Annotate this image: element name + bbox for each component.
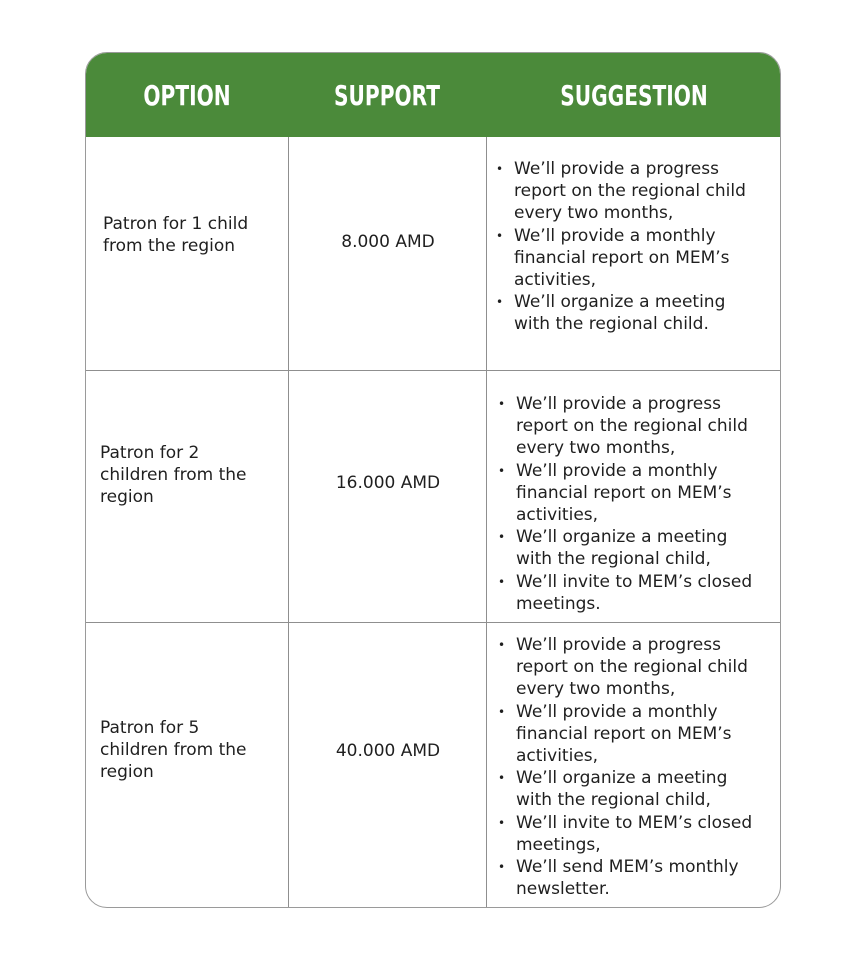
bullet-icon: • bbox=[498, 860, 506, 875]
row-3-suggestions bbox=[498, 634, 760, 900]
list-item: • We’ll provide a progress report on the regional child every two months, bbox=[498, 635, 748, 700]
sponsorship-table bbox=[85, 52, 781, 908]
bullet-icon: • bbox=[498, 574, 506, 589]
list-item: • We’ll invite to MEM’s closed meetings, bbox=[498, 812, 753, 855]
bullet-icon: • bbox=[498, 638, 506, 652]
header-option: OPTION bbox=[143, 78, 231, 112]
bullet-icon: • bbox=[496, 162, 504, 176]
list-item: • We’ll provide a monthly financial report on MEM’s activities, bbox=[498, 460, 732, 526]
bullet-icon: • bbox=[498, 771, 506, 786]
row-3-support: 40.000 AMD bbox=[335, 741, 441, 761]
bullet-icon: • bbox=[498, 463, 506, 478]
header-support: SUPPORT bbox=[334, 78, 440, 112]
bullet-icon: • bbox=[496, 295, 504, 310]
row-3-option: Patron for 5 children from the region bbox=[100, 718, 247, 782]
list-item: • We’ll provide a monthly financial report on MEM’s activities, bbox=[498, 701, 732, 767]
row-divider-1 bbox=[86, 370, 780, 371]
bullet-icon: • bbox=[498, 704, 506, 719]
row-divider-2 bbox=[86, 622, 780, 623]
header-suggestion: SUGGESTION bbox=[560, 78, 708, 112]
row-2-option: Patron for 2 children from the region bbox=[100, 443, 247, 507]
list-item: • We’ll send MEM’s monthly newsletter. bbox=[498, 857, 739, 900]
row-1-suggestions bbox=[496, 158, 758, 336]
row-1-option: Patron for 1 child from the region bbox=[103, 214, 249, 256]
row-1-support: 8.000 AMD bbox=[341, 232, 435, 252]
bullet-icon: • bbox=[498, 530, 506, 545]
list-item: • We’ll provide a monthly financial report on MEM’s activities, bbox=[496, 225, 730, 291]
row-2-suggestions bbox=[498, 393, 760, 615]
row-2-support: 16.000 AMD bbox=[335, 473, 441, 493]
bullet-icon: • bbox=[496, 228, 504, 243]
list-item: • We’ll organize a meeting with the regional child, bbox=[498, 768, 728, 811]
bullet-icon: • bbox=[498, 397, 506, 411]
list-item: • We’ll provide a progress report on the regional child every two months, bbox=[498, 394, 748, 459]
bullet-icon: • bbox=[498, 815, 506, 830]
list-item: • We’ll organize a meeting with the regional child. bbox=[496, 292, 726, 335]
column-divider-2 bbox=[486, 137, 487, 908]
list-item: • We’ll invite to MEM’s closed meetings. bbox=[498, 571, 753, 614]
list-item: • We’ll organize a meeting with the regional child, bbox=[498, 527, 728, 570]
table-header bbox=[86, 53, 780, 137]
list-item: • We’ll provide a progress report on the regional child every two months, bbox=[496, 159, 746, 224]
column-divider-1 bbox=[288, 137, 289, 908]
